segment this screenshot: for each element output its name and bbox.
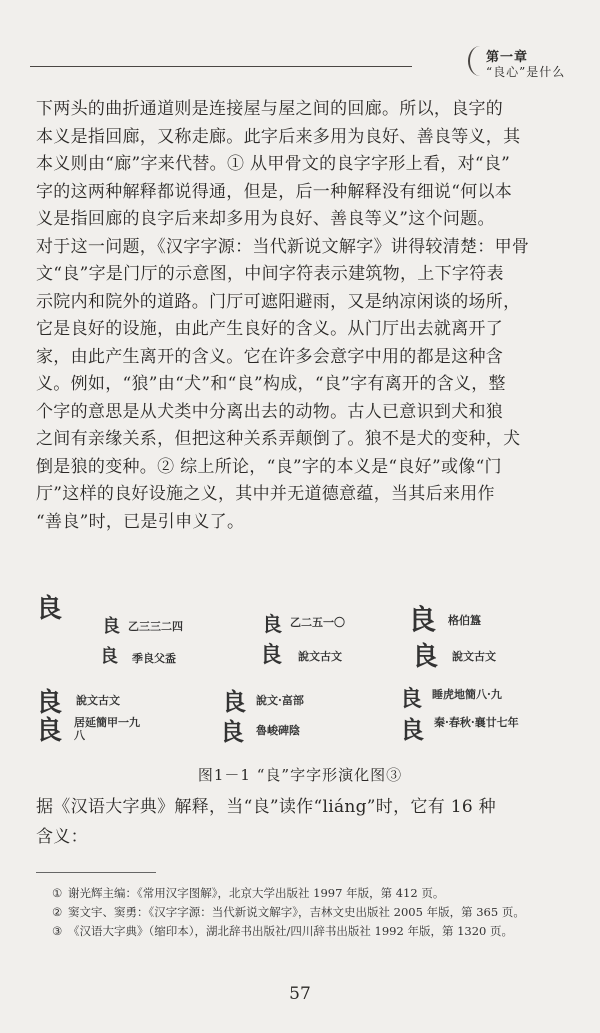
body-line: 字的这两种解释都说得通，但是，后一种解释没有细说“何以本 [36,181,513,202]
glyph-source-label: 乙三三二四 [128,620,183,633]
glyph-source-label: 格伯簋 [448,614,481,627]
glyph-source-label: 乙二五一〇 [290,616,345,629]
footnote-text: 谢光辉主编：《常用汉字图解》，北京大学出版社 1997 年版，第 412 页。 [68,886,445,900]
footnote [36,903,566,922]
glyph-evolution-figure [36,582,564,752]
footnote-rule [36,872,156,873]
head-character: 良 [36,594,63,624]
body-line: 义。例如，“狼”由“犬”和“良”构成，“良”字有离开的含义，整 [36,374,506,394]
glyph-source-label: 居延簡甲一九八 [74,716,140,742]
body-line: 家，由此产生离开的含义。它在许多会意字中用的都是这种含 [36,346,504,367]
glyph-source-label: 說文·畗部 [256,694,304,707]
footnotes [36,884,566,941]
chapter-number: 第一章 [486,50,529,65]
glyph-form: 良 [100,646,118,667]
glyph-source-label: 秦·春秋·襄廿七年 [434,716,519,729]
glyph-form: 良 [36,688,63,718]
body-line: 下两头的曲折通道则是连接屋与屋之间的回廊。所以，良字的 [36,99,504,119]
glyph-source-label: 魯峻碑陰 [256,724,300,737]
footnote-marker: ② [52,905,63,919]
body-line: 含义： [36,827,88,847]
chapter-title: “良心”是什么 [486,65,566,79]
body-line: 厅”这样的良好设施之义，其中并无道德意蕴，当其后来用作 [36,484,495,504]
glyph-source-label: 說文古文 [298,650,342,663]
glyph-form: 良 [400,715,424,744]
footnote-marker: ① [52,886,63,900]
body-line: 文“良”字是门厅的示意图，中间字符表示建筑物，上下字符表 [36,264,504,284]
body-line: 倒是狼的变种。② 综上所论，“良”字的本义是“良好”或像“门 [36,456,502,477]
body-line: 对于这一问题，《汉字字源：当代新说文解字》讲得较清楚：甲骨 [36,236,530,257]
body-line: 本义是指回廊，又称走廊。此字后来多用为良好、善良等义，其 [36,126,521,147]
figure-caption: 图1－1 “良”字字形演化图③ [197,766,403,784]
body-line: 本义则由“廊”字来代替。① 从甲骨文的良字字形上看，对“良” [36,154,511,174]
footnote-text: 《汉语大字典》（缩印本），湖北辞书出版社/四川辞书出版社 1992 年版，第 1320 页。 [68,924,514,938]
body-line: 义是指回廊的良字后来却多用为良好、善良等义”这个问题。 [36,209,495,229]
footnote [36,922,566,941]
glyph-form: 良 [412,642,439,672]
body-line: 个字的意思是从犬类中分离出去的动物。古人已意识到犬和狼 [36,401,504,422]
footnote-marker: ③ [52,924,63,938]
body-line: 之间有亲缘关系，但把这种关系弄颠倒了。狼不是犬的变种，犬 [36,429,521,449]
body-line: 示院内和院外的道路。门厅可遮阳避雨，又是纳凉闲谈的场所， [36,291,521,312]
body-line: “善良”时，已是引申义了。 [36,511,245,532]
body-line: 它是良好的设施，由此产生良好的含义。从门厅出去就离开了 [36,319,504,339]
glyph-form: 良 [262,612,282,636]
footnote [36,884,566,903]
body-text [36,96,560,536]
glyph-source-label: 季良父盉 [132,652,176,665]
body-line: 据《汉语大字典》解释，当“良”读作“liáng”时，它有 16 种 [36,797,496,817]
glyph-form: 良 [408,603,437,636]
glyph-form: 良 [220,717,244,746]
header-rule [30,66,412,67]
glyph-form: 良 [400,686,423,712]
after-figure-text [36,792,560,852]
page-number: 57 [289,984,311,1004]
glyph-source-label: 說文古文 [452,650,496,663]
glyph-form: 良 [260,642,283,668]
glyph-source-label: 睡虎地簡八·九 [432,688,502,701]
footnote-text: 窦文宇、窦勇：《汉字字源：当代新说文解字》，吉林文史出版社 2005 年版，第 365 页。 [68,905,525,919]
glyph-form: 良 [222,687,246,716]
glyph-source-label: 說文古文 [76,694,120,707]
glyph-form: 良 [102,616,120,637]
running-header [30,30,572,80]
glyph-form: 良 [36,716,63,746]
